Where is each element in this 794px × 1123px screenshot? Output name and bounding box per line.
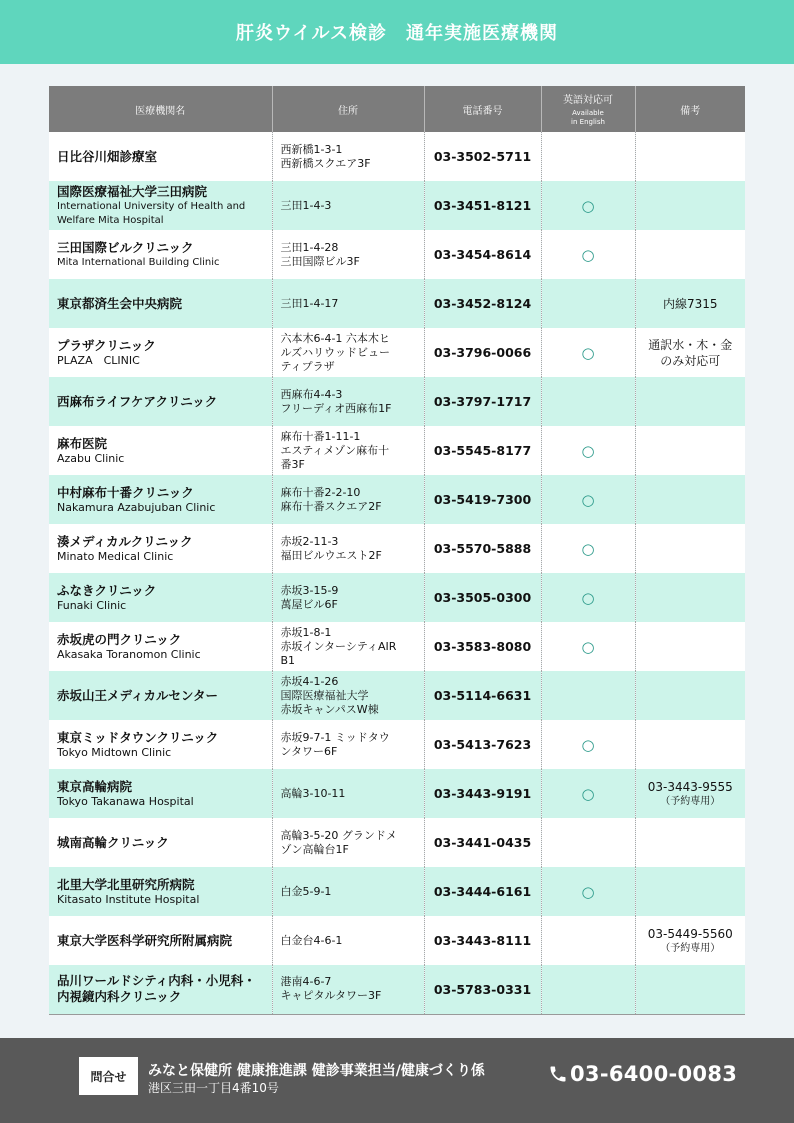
clinic-name-cell [49, 769, 272, 818]
clinic-name-cell [49, 328, 272, 377]
table-row [49, 426, 745, 475]
clinic-address-line: 白金5-9-1 [280, 884, 332, 898]
english-header-label: 英語対応可 [563, 95, 613, 106]
clinic-address-line: 港南4-6-7 [280, 975, 332, 989]
clinic-name-english: Nakamura Azabujuban Clinic [57, 500, 216, 514]
table-header-row [49, 86, 745, 132]
table-row [49, 328, 745, 377]
english-header-sub-line2: in English [571, 118, 605, 126]
clinic-address-line: 赤坂9-7-1 ミッドタウ [280, 730, 390, 744]
contact-phone[interactable] [548, 1062, 737, 1086]
clinic-address-line: エスティメゾン麻布十 [280, 443, 390, 457]
english-available-mark: ○ [541, 622, 635, 671]
clinic-note-sub: のみ対応可 [660, 353, 721, 368]
contact-label: 問合せ [79, 1057, 138, 1095]
clinic-notes-cell [635, 671, 745, 720]
clinic-name: 中村麻布十番クリニック [57, 484, 194, 500]
clinic-notes-cell [635, 524, 745, 573]
clinic-name-english: Funaki Clinic [57, 598, 127, 612]
table-row [49, 769, 745, 818]
clinic-phone[interactable]: 03-3444-6161 [424, 867, 541, 916]
clinic-address-line: B1 [280, 653, 296, 667]
clinic-address-cell [272, 426, 424, 475]
table-row [49, 230, 745, 279]
english-available-mark: ○ [541, 426, 635, 475]
english-header-sub [542, 109, 635, 127]
clinic-name: 三田国際ビルクリニック [57, 239, 194, 255]
clinic-address-cell [272, 279, 424, 328]
clinic-address-line: 赤坂1-8-1 [280, 625, 332, 639]
clinic-name: 赤坂山王メディカルセンター [57, 687, 219, 703]
clinic-address-line: 西新橋スクエア3F [280, 156, 371, 170]
clinic-address-line: 西新橋1-3-1 [280, 142, 343, 156]
english-available-mark [541, 132, 635, 181]
english-available-mark: ○ [541, 867, 635, 916]
clinic-address-line: 国際医療福祉大学 [280, 688, 369, 702]
clinic-phone[interactable]: 03-3454-8614 [424, 230, 541, 279]
clinic-note-sub: （予約専用） [660, 943, 721, 954]
clinic-phone[interactable]: 03-3441-0435 [424, 818, 541, 867]
clinic-name: 品川ワールドシティ内科・小児科・内視鏡内科クリニック [57, 973, 256, 1005]
clinic-name: 国際医療福祉大学三田病院 [57, 183, 208, 199]
clinic-notes-cell [635, 132, 745, 181]
clinic-notes-cell [635, 279, 745, 328]
clinic-address-cell [272, 132, 424, 181]
clinic-notes-cell [635, 867, 745, 916]
clinic-address-cell [272, 377, 424, 426]
clinic-notes-cell [635, 916, 745, 965]
english-header-sub-line1: Available [572, 109, 604, 117]
clinic-address-line: ンタワー6F [280, 744, 338, 758]
clinic-phone[interactable]: 03-3452-8124 [424, 279, 541, 328]
table-row [49, 181, 745, 230]
clinic-phone[interactable]: 03-5419-7300 [424, 475, 541, 524]
clinic-address-line: 麻布十番2-2-10 [280, 485, 361, 499]
clinic-name: 麻布医院 [57, 435, 108, 451]
clinic-name: 湊メディカルクリニック [57, 533, 193, 549]
clinic-name-cell [49, 720, 272, 769]
clinic-name-cell [49, 181, 272, 230]
contact-department: みなと保健所 健康推進課 健診事業担当/健康づくり係 [148, 1063, 485, 1079]
clinic-notes-cell [635, 720, 745, 769]
clinic-address-line: 番3F [280, 457, 305, 471]
clinic-name: 城南高輪クリニック [57, 834, 169, 850]
clinic-name-cell [49, 524, 272, 573]
clinic-note-sub: （予約専用） [660, 796, 721, 807]
table-row [49, 132, 745, 181]
table-row [49, 475, 745, 524]
clinic-notes-cell [635, 230, 745, 279]
clinic-address-line: 西麻布4-4-3 [280, 387, 343, 401]
clinic-address-line: キャピタルタワー3F [280, 989, 382, 1003]
clinic-name-cell [49, 671, 272, 720]
clinic-address-line: ゾン高輪台1F [280, 842, 349, 856]
clinic-address-line: 麻布十番スクエア2F [280, 499, 382, 513]
clinic-address-cell [272, 818, 424, 867]
clinic-name: 赤坂虎の門クリニック [57, 631, 182, 647]
clinic-address-cell [272, 230, 424, 279]
english-available-mark: ○ [541, 769, 635, 818]
clinic-address-line: 萬屋ビル6F [280, 597, 338, 611]
contact-address: 港区三田一丁目4番10号 [148, 1081, 279, 1095]
clinic-phone[interactable]: 03-5545-8177 [424, 426, 541, 475]
clinic-notes-cell [635, 622, 745, 671]
column-header-english [541, 86, 635, 132]
clinic-address-cell [272, 524, 424, 573]
table-row [49, 622, 745, 671]
clinic-name-cell [49, 916, 272, 965]
clinic-address-cell [272, 769, 424, 818]
clinic-address-line: 赤坂4-1-26 [280, 674, 339, 688]
clinic-notes-cell [635, 328, 745, 377]
clinic-name-english: Azabu Clinic [57, 451, 125, 465]
clinic-note: 通訳水・木・金 [648, 337, 733, 352]
clinic-name-english: PLAZA CLINIC [57, 353, 140, 367]
clinic-name: 東京ミッドタウンクリニック [57, 729, 219, 745]
clinic-notes-cell [635, 181, 745, 230]
clinic-address-line: 高輪3-10-11 [280, 786, 346, 800]
clinic-address-line: 赤坂キャンパスW棟 [280, 702, 379, 716]
english-available-mark: ○ [541, 524, 635, 573]
clinic-notes-cell [635, 377, 745, 426]
clinic-name-cell [49, 867, 272, 916]
english-available-mark [541, 965, 635, 1014]
table-row [49, 573, 745, 622]
clinic-name-cell [49, 475, 272, 524]
clinic-name: 東京高輪病院 [57, 778, 133, 794]
clinic-address-cell [272, 916, 424, 965]
clinic-address-cell [272, 965, 424, 1014]
english-available-mark: ○ [541, 475, 635, 524]
clinic-table [49, 86, 745, 1015]
clinic-address-line: フリーディオ西麻布1F [280, 401, 392, 415]
table-row [49, 279, 745, 328]
clinic-name-english: Tokyo Midtown Clinic [57, 745, 172, 759]
clinic-name: 東京都済生会中央病院 [57, 295, 183, 311]
clinic-address-line: ティプラザ [280, 359, 335, 373]
contact-footer [0, 1038, 794, 1123]
table-row [49, 867, 745, 916]
clinic-table-container [49, 86, 745, 1015]
clinic-name-english: Mita International Building Clinic [57, 256, 220, 268]
clinic-notes-cell [635, 965, 745, 1014]
clinic-address-cell [272, 671, 424, 720]
clinic-name-cell [49, 377, 272, 426]
clinic-name: プラザクリニック [57, 337, 156, 353]
clinic-address-line: 麻布十番1-11-1 [280, 429, 361, 443]
contact-phone-number: 03-6400-0083 [570, 1062, 738, 1086]
clinic-phone[interactable]: 03-3583-8080 [424, 622, 541, 671]
clinic-note: 内線7315 [662, 296, 718, 311]
english-available-mark: ○ [541, 573, 635, 622]
clinic-address-cell [272, 181, 424, 230]
clinic-name-english: Minato Medical Clinic [57, 549, 174, 563]
english-available-mark [541, 377, 635, 426]
clinic-phone[interactable]: 03-3797-1717 [424, 377, 541, 426]
clinic-notes-cell [635, 769, 745, 818]
english-available-mark [541, 279, 635, 328]
clinic-phone[interactable]: 03-3505-0300 [424, 573, 541, 622]
clinic-name: 日比谷川畑診療室 [57, 148, 158, 164]
table-row [49, 916, 745, 965]
column-header-name: 医療機関名 [49, 86, 272, 132]
clinic-phone[interactable]: 03-3796-0066 [424, 328, 541, 377]
table-row [49, 671, 745, 720]
clinic-phone[interactable]: 03-3502-5711 [424, 132, 541, 181]
english-available-mark [541, 916, 635, 965]
clinic-phone[interactable]: 03-3451-8121 [424, 181, 541, 230]
clinic-address-line: 六本木6-4-1 六本木ヒ [280, 331, 390, 345]
clinic-address-line: 高輪3-5-20 グランドメ [280, 828, 397, 842]
clinic-phone[interactable]: 03-5413-7623 [424, 720, 541, 769]
phone-icon [548, 1063, 568, 1085]
clinic-address-cell [272, 622, 424, 671]
clinic-address-cell [272, 867, 424, 916]
clinic-address-cell [272, 573, 424, 622]
clinic-name: 東京大学医科学研究所附属病院 [57, 932, 233, 948]
clinic-address-line: ルズハリウッドビュー [280, 345, 390, 359]
clinic-name-cell [49, 230, 272, 279]
column-header-address: 住所 [272, 86, 424, 132]
clinic-address-line: 赤坂2-11-3 [280, 534, 339, 548]
english-available-mark: ○ [541, 720, 635, 769]
clinic-notes-cell [635, 475, 745, 524]
english-available-mark [541, 818, 635, 867]
clinic-name-cell [49, 622, 272, 671]
clinic-address-line: 白金台4-6-1 [280, 933, 343, 947]
clinic-note: 03-3443-9555 [647, 780, 733, 794]
clinic-notes-cell [635, 818, 745, 867]
english-available-mark [541, 671, 635, 720]
clinic-name-cell [49, 573, 272, 622]
clinic-name-english: International University of Health and Welfare Mita Hospital [57, 200, 246, 226]
column-header-phone: 電話番号 [424, 86, 541, 132]
page-header [0, 0, 794, 64]
clinic-name-cell [49, 426, 272, 475]
english-available-mark: ○ [541, 230, 635, 279]
clinic-notes-cell [635, 426, 745, 475]
clinic-name-cell [49, 818, 272, 867]
clinic-name-cell [49, 279, 272, 328]
clinic-address-line: 三田1-4-28 [280, 240, 339, 254]
clinic-name-english: Tokyo Takanawa Hospital [57, 794, 194, 808]
clinic-name: 北里大学北里研究所病院 [57, 876, 195, 892]
clinic-note: 03-5449-5560 [647, 927, 733, 941]
clinic-address-line: 三田国際ビル3F [280, 254, 360, 268]
clinic-phone[interactable]: 03-5570-5888 [424, 524, 541, 573]
table-row [49, 377, 745, 426]
clinic-name-english: Kitasato Institute Hospital [57, 892, 200, 906]
clinic-phone[interactable]: 03-5114-6631 [424, 671, 541, 720]
clinic-name: ふなきクリニック [57, 582, 157, 598]
column-header-notes: 備考 [635, 86, 745, 132]
table-row [49, 524, 745, 573]
english-available-mark: ○ [541, 328, 635, 377]
clinic-address-line: 赤坂3-15-9 [280, 583, 339, 597]
table-row [49, 965, 745, 1014]
clinic-name-english: Akasaka Toranomon Clinic [57, 647, 201, 661]
clinic-address-line: 福田ビルウエスト2F [280, 548, 382, 562]
clinic-phone[interactable]: 03-3443-8111 [424, 916, 541, 965]
clinic-address-cell [272, 328, 424, 377]
clinic-name-cell [49, 965, 272, 1014]
clinic-name: 西麻布ライフケアクリニック [57, 393, 218, 409]
clinic-address-cell [272, 475, 424, 524]
clinic-phone[interactable]: 03-3443-9191 [424, 769, 541, 818]
clinic-address-line: 三田1-4-17 [280, 296, 339, 310]
table-row [49, 720, 745, 769]
clinic-name-cell [49, 132, 272, 181]
english-available-mark: ○ [541, 181, 635, 230]
table-row [49, 818, 745, 867]
clinic-address-line: 赤坂インターシティAIR [280, 639, 397, 653]
clinic-notes-cell [635, 573, 745, 622]
clinic-address-line: 三田1-4-3 [280, 198, 332, 212]
clinic-phone[interactable]: 03-5783-0331 [424, 965, 541, 1014]
clinic-address-cell [272, 720, 424, 769]
page-title: 肝炎ウイルス検診 通年実施医療機関 [236, 23, 558, 44]
